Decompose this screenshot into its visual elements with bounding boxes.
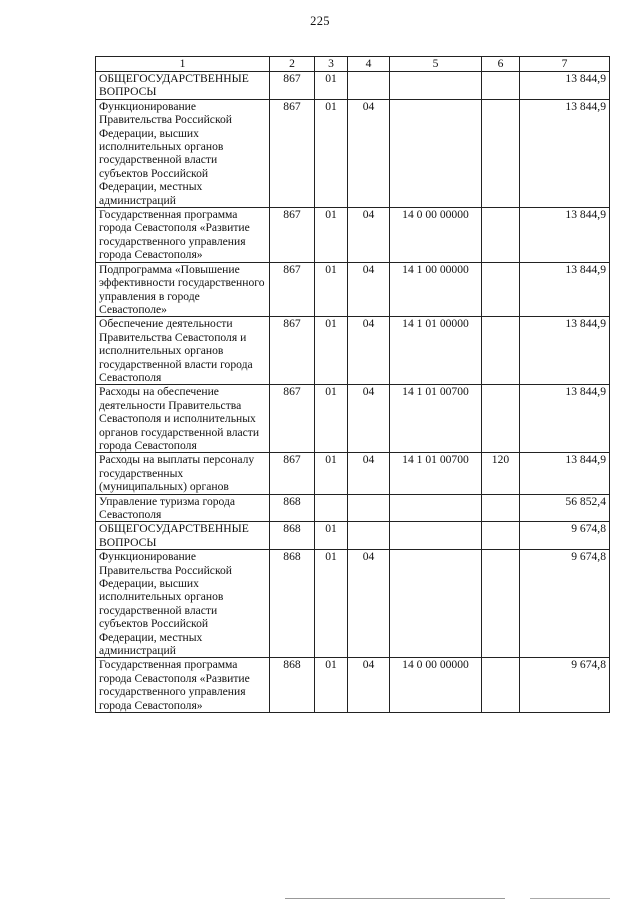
column-number: 5 [390,57,482,72]
target-article-cell: 14 1 00 00000 [390,262,482,317]
target-article-cell [390,550,482,658]
expense-type-cell [482,385,520,453]
section-code-cell: 01 [315,99,348,207]
section-code-cell [315,494,348,522]
row-name-cell: Расходы на выплаты персоналу государственных (муниципальных) органов [96,453,270,494]
target-article-cell: 14 1 01 00700 [390,453,482,494]
expense-type-cell [482,262,520,317]
table-row [96,385,610,453]
subsection-code-cell [348,522,390,550]
table-row [96,208,610,263]
target-article-cell: 14 1 01 00700 [390,385,482,453]
subsection-code-cell: 04 [348,453,390,494]
amount-cell: 13 844,9 [520,317,610,385]
bottom-rule [285,898,505,899]
ministry-code-cell: 867 [270,262,315,317]
table-row [96,522,610,550]
ministry-code-cell: 867 [270,99,315,207]
expense-type-cell [482,72,520,100]
row-name-cell: Государственная программа города Севастополя «Развитие государственного управления города Севастополя» [96,658,270,713]
ministry-code-cell: 867 [270,208,315,263]
section-code-cell: 01 [315,317,348,385]
table-row [96,494,610,522]
section-code-cell: 01 [315,385,348,453]
expense-type-cell [482,494,520,522]
table-row [96,453,610,494]
column-number: 7 [520,57,610,72]
table-row [96,317,610,385]
section-code-cell: 01 [315,658,348,713]
table-body [96,72,610,713]
ministry-code-cell: 868 [270,550,315,658]
expense-type-cell [482,99,520,207]
ministry-code-cell: 868 [270,494,315,522]
row-name-cell: Функционирование Правительства Российской Федерации, высших исполнительных органов государственной власти субъектов Российской Федерации, местных администраций [96,550,270,658]
expense-type-cell [482,208,520,263]
amount-cell: 9 674,8 [520,658,610,713]
target-article-cell: 14 0 00 00000 [390,658,482,713]
budget-table [95,56,610,713]
bottom-rule [530,898,610,899]
amount-cell: 13 844,9 [520,262,610,317]
target-article-cell [390,494,482,522]
ministry-code-cell: 867 [270,385,315,453]
row-name-cell: Государственная программа города Севастополя «Развитие государственного управления города Севастополя» [96,208,270,263]
subsection-code-cell: 04 [348,658,390,713]
amount-cell: 13 844,9 [520,453,610,494]
subsection-code-cell: 04 [348,208,390,263]
subsection-code-cell: 04 [348,550,390,658]
column-number-row [96,57,610,72]
column-number: 1 [96,57,270,72]
table-row [96,550,610,658]
table-row [96,658,610,713]
section-code-cell: 01 [315,208,348,263]
subsection-code-cell [348,494,390,522]
amount-cell: 13 844,9 [520,208,610,263]
row-name-cell: ОБЩЕГОСУДАРСТВЕННЫЕ ВОПРОСЫ [96,72,270,100]
column-number: 3 [315,57,348,72]
amount-cell: 9 674,8 [520,550,610,658]
target-article-cell [390,72,482,100]
amount-cell: 56 852,4 [520,494,610,522]
row-name-cell: Обеспечение деятельности Правительства Севастополя и исполнительных органов государственной власти города Севастополя [96,317,270,385]
subsection-code-cell: 04 [348,99,390,207]
amount-cell: 13 844,9 [520,385,610,453]
expense-type-cell [482,522,520,550]
column-number: 6 [482,57,520,72]
ministry-code-cell: 867 [270,72,315,100]
section-code-cell: 01 [315,72,348,100]
target-article-cell: 14 1 01 00000 [390,317,482,385]
section-code-cell: 01 [315,522,348,550]
ministry-code-cell: 867 [270,453,315,494]
expense-type-cell [482,317,520,385]
subsection-code-cell: 04 [348,262,390,317]
row-name-cell: Функционирование Правительства Российской Федерации, высших исполнительных органов государственной власти субъектов Российской Федерации, местных администраций [96,99,270,207]
section-code-cell: 01 [315,262,348,317]
section-code-cell: 01 [315,550,348,658]
ministry-code-cell: 868 [270,658,315,713]
expense-type-cell [482,550,520,658]
subsection-code-cell: 04 [348,317,390,385]
target-article-cell [390,522,482,550]
expense-type-cell [482,658,520,713]
amount-cell: 13 844,9 [520,99,610,207]
expense-type-cell: 120 [482,453,520,494]
amount-cell: 9 674,8 [520,522,610,550]
target-article-cell: 14 0 00 00000 [390,208,482,263]
target-article-cell [390,99,482,207]
row-name-cell: Расходы на обеспечение деятельности Правительства Севастополя и исполнительных органов государственной власти города Севастополя [96,385,270,453]
subsection-code-cell: 04 [348,385,390,453]
table-row [96,99,610,207]
table-row [96,262,610,317]
column-number: 2 [270,57,315,72]
column-number: 4 [348,57,390,72]
amount-cell: 13 844,9 [520,72,610,100]
ministry-code-cell: 868 [270,522,315,550]
ministry-code-cell: 867 [270,317,315,385]
page-number: 225 [310,14,330,28]
row-name-cell: Подпрограмма «Повышение эффективности государственного управления в городе Севастополе» [96,262,270,317]
row-name-cell: Управление туризма города Севастополя [96,494,270,522]
section-code-cell: 01 [315,453,348,494]
subsection-code-cell [348,72,390,100]
table-row [96,72,610,100]
row-name-cell: ОБЩЕГОСУДАРСТВЕННЫЕ ВОПРОСЫ [96,522,270,550]
